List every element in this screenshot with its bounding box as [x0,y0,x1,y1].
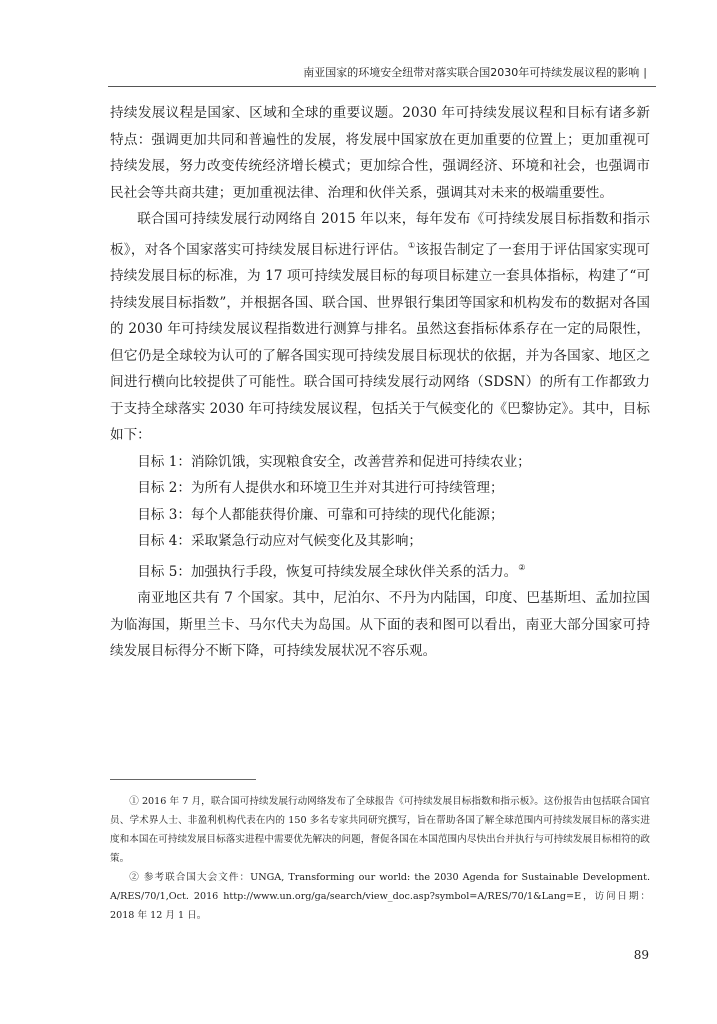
goal-2: 目标 2：为所有人提供水和环境卫生并对其进行可持续管理； [137,480,504,496]
footnote-ref-2[interactable]: ② [518,562,526,572]
footnote-1: ① 2016 年 7 月，联合国可持续发展行动网络发布了全球报告《可持续发展目标指数和指示板》。这份报告由包括联合国官员、学术界人士、非盈利机构代表在内的 150 多名专家共同研究撰写，旨在帮助各国了解全球范围内可持续发展目标的落实进度和本国在可持续发展目标落实进程中需要优先解决的问题，督促各国在本国范围内尽快出台并执行与可持续发展目标相符的政策。 [110,796,650,864]
running-header [87,66,647,80]
paragraph-3: 南亚地区共有 7 个国家。其中，尼泊尔、不丹为内陆国，印度、巴基斯坦、孟加拉国为临海国，斯里兰卡、马尔代夫为岛国。从下面的表和图可以看出，南亚大部分国家可持续发展目标得分不断下降，可持续发展状况不容乐观。 [110,590,650,659]
footnote-ref-1[interactable]: ① [408,240,416,250]
header-separator: | [643,66,647,79]
goal-4: 目标 4：采取紧急行动应对气候变化及其影响； [137,533,423,549]
running-title: 南亚国家的环境安全纽带对落实联合国2030年可持续发展议程的影响 [303,66,640,79]
goal-3: 目标 3：每个人都能获得价廉、可靠和可持续的现代化能源； [137,506,504,523]
goal-5-text: 目标 5：加强执行手段，恢复可持续发展全球伙伴关系的活力。 [137,563,518,580]
page-number: 89 [633,948,649,962]
footnote-2: ② 参考联合国大会文件：UNGA, Transforming our world: the 2030 Agenda for Sustainable Development. A/RES/70/1,Oct. 2016 http://www.un.org/ga/search/view_doc.asp?symbol=A/RES/70/1&Lang=E，访问日期：2018 年 12 月 1 日。 [110,872,650,921]
footnote-rule [110,779,256,780]
footnotes [110,792,650,925]
paragraph-1: 持续发展议程是国家、区域和全球的重要议题。2030 年可持续发展议程和目标有诸多新特点：强调更加共同和普遍性的发展，将发展中国家放在更加重要的位置上；更加重视可持续发展，努力改变传统经济增长模式；更加综合性，强调经济、环境和社会，也强调市民社会等共商共建；更加重视法律、治理和伙伴关系，强调其对未来的极端重要性。 [110,105,650,201]
goal-5 [110,555,650,586]
header-rule [108,86,656,87]
paragraph-2-part-2: 该报告制定了一套用于评估国家实现可持续发展目标的标准，为 17 项可持续发展目标的每项目标建立一套具体指标，构建了“可持续发展目标指数”，并根据各国、联合国、世界银行集团等国家和机构发布的数据对各国的 2030 年可持续发展议程指数进行测算与排名。虽然这套指标体系存在一定的局限性，但它仍是全球较为认可的了解各国实现可持续发展目标现状的依据，并为各国家、地区之间进行横向比较提供了可能性。联合国可持续发展行动网络（SDSN）的所有工作都致力于支持全球落实 2030 年可持续发展议程，包括关于气候变化的《巴黎协定》。其中，目标如下： [110,241,651,443]
paragraph-2 [110,206,650,449]
goal-1: 目标 1：消除饥饿，实现粮食安全，改善营养和促进可持续农业； [137,453,531,470]
body-text [110,100,650,665]
paragraph-2-part-1: 联合国可持续发展行动网络自 2015 年以来，每年发布《可持续发展目标指数和指示板》，对各个国家落实可持续发展目标进行评估。 [110,211,650,258]
